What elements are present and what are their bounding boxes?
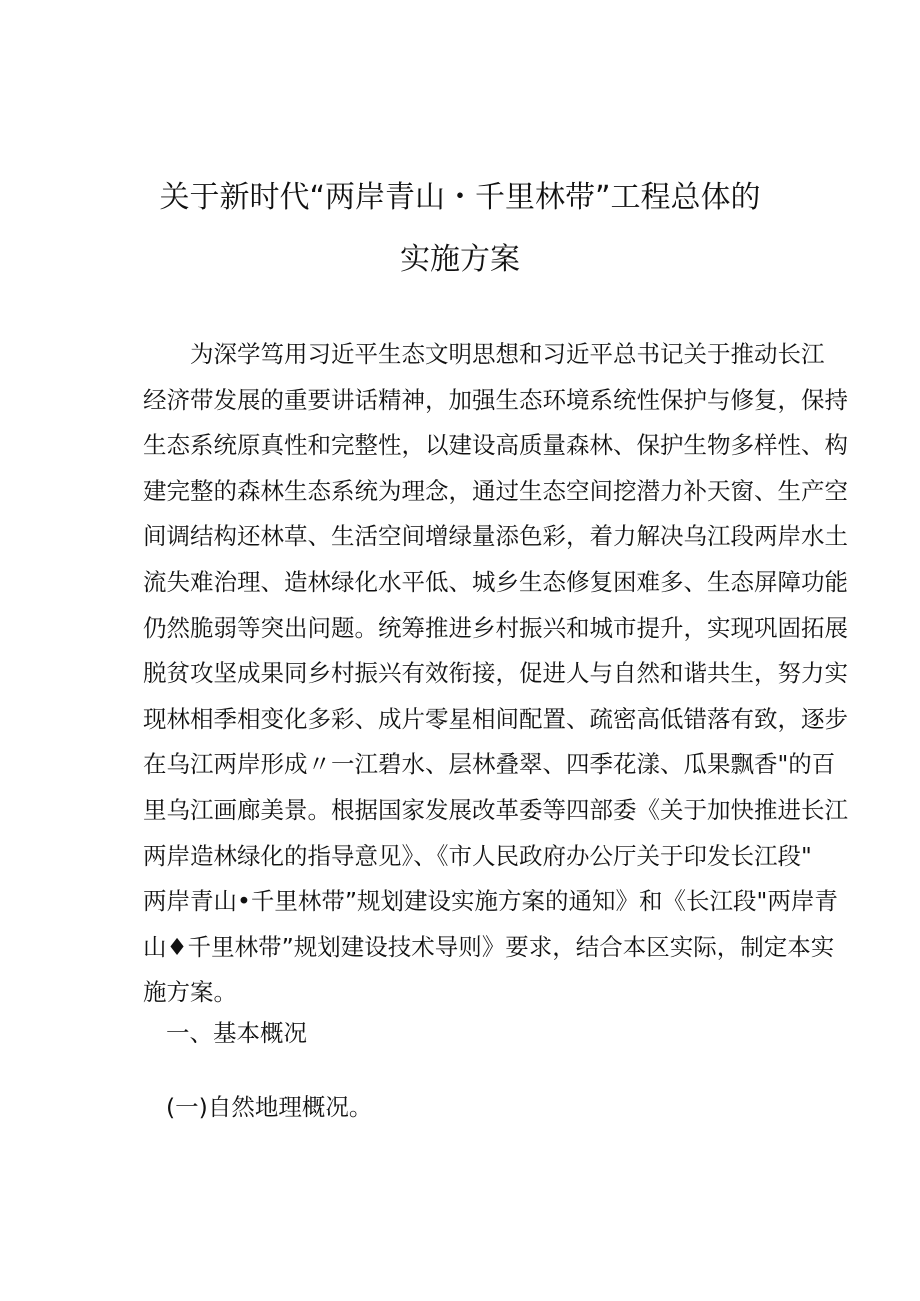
intro-line: 施方案。 — [143, 978, 237, 1007]
document-title-line-2: 实施方案 — [400, 242, 520, 277]
intro-line: 两岸造林绿化的指导意见》、《市人民政府办公厅关于印发长江段" — [143, 841, 812, 870]
intro-line: 山♦千里林带”规划建设技术导则》要求，结合本区实际，制定本实 — [143, 932, 835, 961]
subsection-heading: (一)自然地理概况。 — [166, 1093, 373, 1121]
section-heading: 一、基本概况 — [166, 1019, 307, 1047]
intro-line: 脱贫攻坚成果同乡村振兴有效衔接，促进人与自然和谐共生，努力实 — [143, 659, 848, 688]
document-title-line-1: 关于新时代“两岸青山・千里林带”工程总体的 — [159, 180, 761, 215]
intro-line: 两岸青山•千里林带”规划建设实施方案的通知》和《长江段"两岸青 — [143, 887, 838, 916]
intro-line: 现林相季相变化多彩、成片零星相间配置、疏密高低错落有致，逐步 — [143, 704, 848, 733]
intro-line: 为深学笃用习近平生态文明思想和习近平总书记关于推动长江 — [190, 340, 825, 368]
intro-line: 生态系统原真性和完整性，以建设高质量森林、保护生物多样性、构 — [143, 431, 848, 460]
intro-paragraph — [143, 332, 848, 1016]
intro-line: 建完整的森林生态系统为理念，通过生态空间挖潜力补天窗、生产空 — [143, 476, 848, 505]
intro-line: 在乌江两岸形成〃一江碧水、层林叠翠、四季花漾、瓜果飘香"的百 — [143, 750, 836, 779]
intro-line: 经济带发展的重要讲话精神，加强生态环境系统性保护与修复，保持 — [143, 385, 848, 414]
intro-line: 里乌江画廊美景。根据国家发展改革委等四部委《关于加快推进长江 — [143, 795, 848, 824]
intro-line: 流失难治理、造林绿化水平低、城乡生态修复困难多、生态屏障功能 — [143, 567, 848, 596]
intro-line: 仍然脆弱等突出问题。统筹推进乡村振兴和城市提升，实现巩固拓展 — [143, 613, 848, 642]
intro-line: 间调结构还林草、生活空间增绿量添色彩，着力解决乌江段两岸水土 — [143, 522, 848, 551]
